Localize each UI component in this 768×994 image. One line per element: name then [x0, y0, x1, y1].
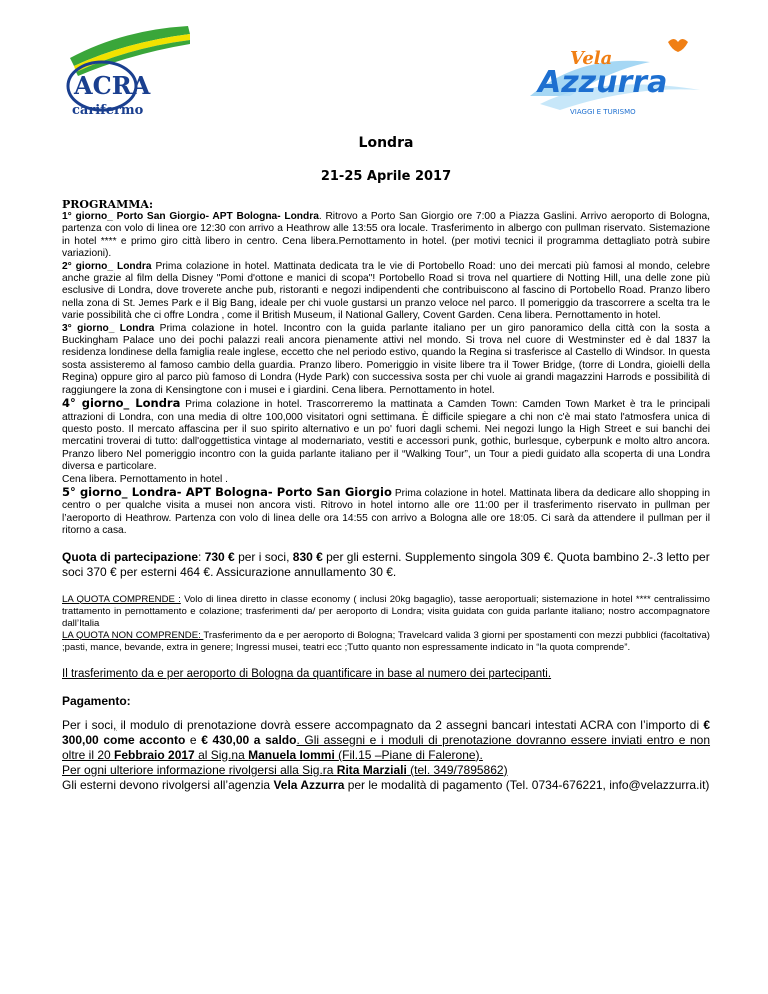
svg-text:Vela: Vela	[570, 48, 613, 69]
quota-text: per i soci,	[234, 549, 293, 564]
pag-text: il modulo di prenotazione dovrà essere accompagnato da 2 assegni bancari intestati ACRA con l’importo di	[116, 717, 704, 732]
day-text: Prima colazione in hotel. Mattinata dedicata tra le vie di Portobello Road: uno dei mercati più famosi al mondo, celebre anche grazie al film della Disney "Pomi d'ottone e manici di scopa"! Portobello Road si trova nel quartiere di Notting Hill, una delle zone più esclusive di Londra, dove troverete anche pub, ristoranti e negozi indipendenti che contribuiscono al fascino di Portobello Road. Pranzo libero nella zona di St. Jemes Park e il Big Bang, ideale per chi vuole gustarsi un pranzo veloce nel parco. Il pomeriggio da trascorrere a scelta tra le varie possibilità che ci offre Londra , come il British Museum, il National Gallery, Covent Garden. Cena libera. Pernottamento in hotel.	[62, 260, 710, 322]
day-4	[62, 397, 710, 486]
pagamento-heading: Pagamento:	[62, 693, 131, 708]
svg-text:Azzurra: Azzurra	[538, 65, 668, 100]
acra-logo	[62, 18, 192, 118]
svg-text:VIAGGI E TURISMO: VIAGGI E TURISMO	[570, 108, 636, 116]
pag-text: Gli esterni devono rivolgersi all’agenzia	[62, 777, 274, 792]
pag-text: Per i soci	[62, 717, 113, 732]
pag-text: ,	[113, 717, 117, 732]
quota-comprende	[62, 594, 710, 654]
svg-text:ACRA: ACRA	[74, 71, 151, 100]
trip-dates: 21-25 Aprile 2017	[320, 169, 452, 184]
day-text: Prima colazione in hotel. Trascorreremo la mattinata a Camden Town: Camden Town Market è tra le principali attrazioni di Londra, con una media di oltre 100,000 visitatori ogni settimana. È difficile spiegare a chi non c'è mai stato l'atmosfera unica di questo posto. Il mercato affascina per il suo spirito alternativo e un po' fuori dagli schemi. Nei negozi lungo la High Street e sui banchi dei mercatini troverai di tutto: dall'oggettistica vintage al modernariato, vestiti e accessori punk, gothic, burlesque, cyberpunk e molto altro ancora. Pranzo libero Nel pomeriggio incontro con la guida parlante italiano per il “Walking Tour”, un Tour a piedi guidato alla scoperta di una Londra diversa e particolare.	[62, 399, 710, 473]
day-text: Prima colazione in hotel. Incontro con la guida parlante italiano per un giro panoramico della città con la sosta a Buckingham Palace uno dei pochi palazzi reali ancora pienamente attivi nel mondo. Si trova nel cuore di Westminster ed è dal 1837 la residenza londinese della famiglia reale inglese, eccetto che nel periodo estivo, quando la Regina si trasferisce al Castello di Windsor. In questa sosta assisteremo al famoso cambio della guardia. Pranzo libero. Pomeriggio in visite libere tra il Tower Bridge, (torre di Londra, gioielli della Regina) oppure giro al parco più famoso di Londra (Hyde Park) con successiva sosta per chi vuole ai grandi magazzini Harrods e possibilità di raggiungere la zona di Kensingtone con i musei e i giardini. Cena libera. Pernottamento in hotel.	[62, 322, 710, 396]
pag-text: (tel. 349/7895862)	[406, 762, 508, 777]
day-heading: 1° giorno_ Porto San Giorgio- APT Bologna- Londra	[62, 211, 319, 222]
day-heading: 5° giorno_ Londra- APT Bologna- Porto San Giorgio	[62, 484, 392, 499]
pagamento-text	[62, 718, 710, 793]
soci-price: 730 €	[204, 549, 235, 564]
saldo-amount: € 430,00 a saldo	[201, 732, 297, 747]
acconto-amount: € 300,00 come acconto	[62, 717, 710, 747]
comprende-label: LA QUOTA COMPRENDE :	[62, 593, 181, 605]
pag-text: (Fil.15 –Piane di Falerone).	[338, 747, 483, 762]
non-comprende-label: LA QUOTA NON COMPRENDE:	[62, 629, 204, 641]
quota-label: Quota di partecipazione	[62, 549, 199, 564]
day-text: . Ritrovo a Porto San Giorgio ore 7:00 a Piazza Gaslini. Arrivo aeroporto di Bologna, partenza con volo di linea ore 12:30 con arrivo a Heathrow alle 13:55 ora locale. Trasferimento in albergo con pullman riservato. Sistemazione in hotel **** e primo giro città libero in centro. Cena libera.Pernottamento in hotel. (per motivi tecnici il programma dettagliato potrà subire variazioni).	[62, 211, 710, 260]
vela-azzurra-logo	[510, 34, 710, 122]
deadline: Febbraio 2017	[114, 747, 195, 762]
page	[62, 0, 710, 793]
day-1	[62, 211, 710, 261]
day-heading: 2° giorno_ Londra	[62, 260, 152, 272]
day-5	[62, 486, 710, 538]
agency-name: Vela Azzurra	[273, 777, 345, 792]
esterni-price: 830 €	[292, 549, 323, 564]
transfer-note: Il trasferimento da e per aeroporto di Bologna da quantificare in base al numero dei partecipanti.	[62, 667, 552, 680]
contact-rita: Rita Marziali	[336, 762, 407, 777]
quota-partecipazione	[62, 550, 710, 580]
comprende-text: Volo di linea diretto in classe economy ( inclusi 20kg bagaglio), tasse aeroportuali; sistemazione in hotel **** centralissimo trattamento in pernottamento e colazione; trasferimenti da/ per aeroporto di Londra; visita guidata con guida parlante italiano; nostro accompagnatore dall’Italia	[62, 593, 710, 629]
pag-text: . Gli assegni e i moduli di prenotazione dovranno essere inviati entro e non oltre il 20	[62, 732, 711, 762]
day-heading: 4° giorno_ Londra	[62, 396, 181, 411]
day-text-end: Cena libera. Pernottamento in hotel .	[62, 473, 228, 485]
pag-text: e	[185, 732, 202, 747]
pag-text: al Sig.na	[194, 747, 249, 762]
day-text: Prima colazione in hotel. Mattinata libera da dedicare allo shopping in centro o per qualche visita a musei non ancora visti. Ritrovo in hotel intorno alle ore 11:00 per il trasferimento riservato in pullman per l’aeroporto di Heathrow. Partenza con volo di linea delle ora 14:55 con arrivo a Bologna alle ore 18:05. Ci sarà da attendere il pullman per il ritorno a casa.	[62, 487, 710, 537]
quota-text: per gli esterni. Supplemento singola 309 €. Quota bambino 2-.3 letto per soci 370 € per esterni 464 €. Assicurazione annullamento 30 €.	[62, 549, 710, 579]
programma-heading: PROGRAMMA:	[62, 198, 154, 211]
logo-bar	[62, 0, 710, 125]
quota-sep: :	[198, 549, 205, 564]
svg-text:carifermo: carifermo	[72, 103, 144, 118]
day-2	[62, 261, 710, 323]
page-title: Londra	[358, 135, 414, 151]
pag-text: Per ogni ulteriore informazione rivolgersi alla Sig.ra	[62, 762, 337, 777]
day-heading: 3° giorno_ Londra	[62, 322, 155, 334]
non-comprende-text: Trasferimento da e per aeroporto di Bologna; Travelcard valida 3 giorni per spostamenti con mezzi pubblici (facoltativa) ;pasti, mance, bevande, extra in genere; Ingressi musei, teatri ecc ;Tutto quanto non espressamente indicato in “la quota comprende”.	[62, 629, 710, 653]
pag-text: per le modalità di pagamento (Tel. 0734-676221, info@velazzurra.it)	[344, 777, 710, 792]
contact-manuela: Manuela Iommi	[248, 747, 339, 762]
day-3	[62, 323, 710, 397]
